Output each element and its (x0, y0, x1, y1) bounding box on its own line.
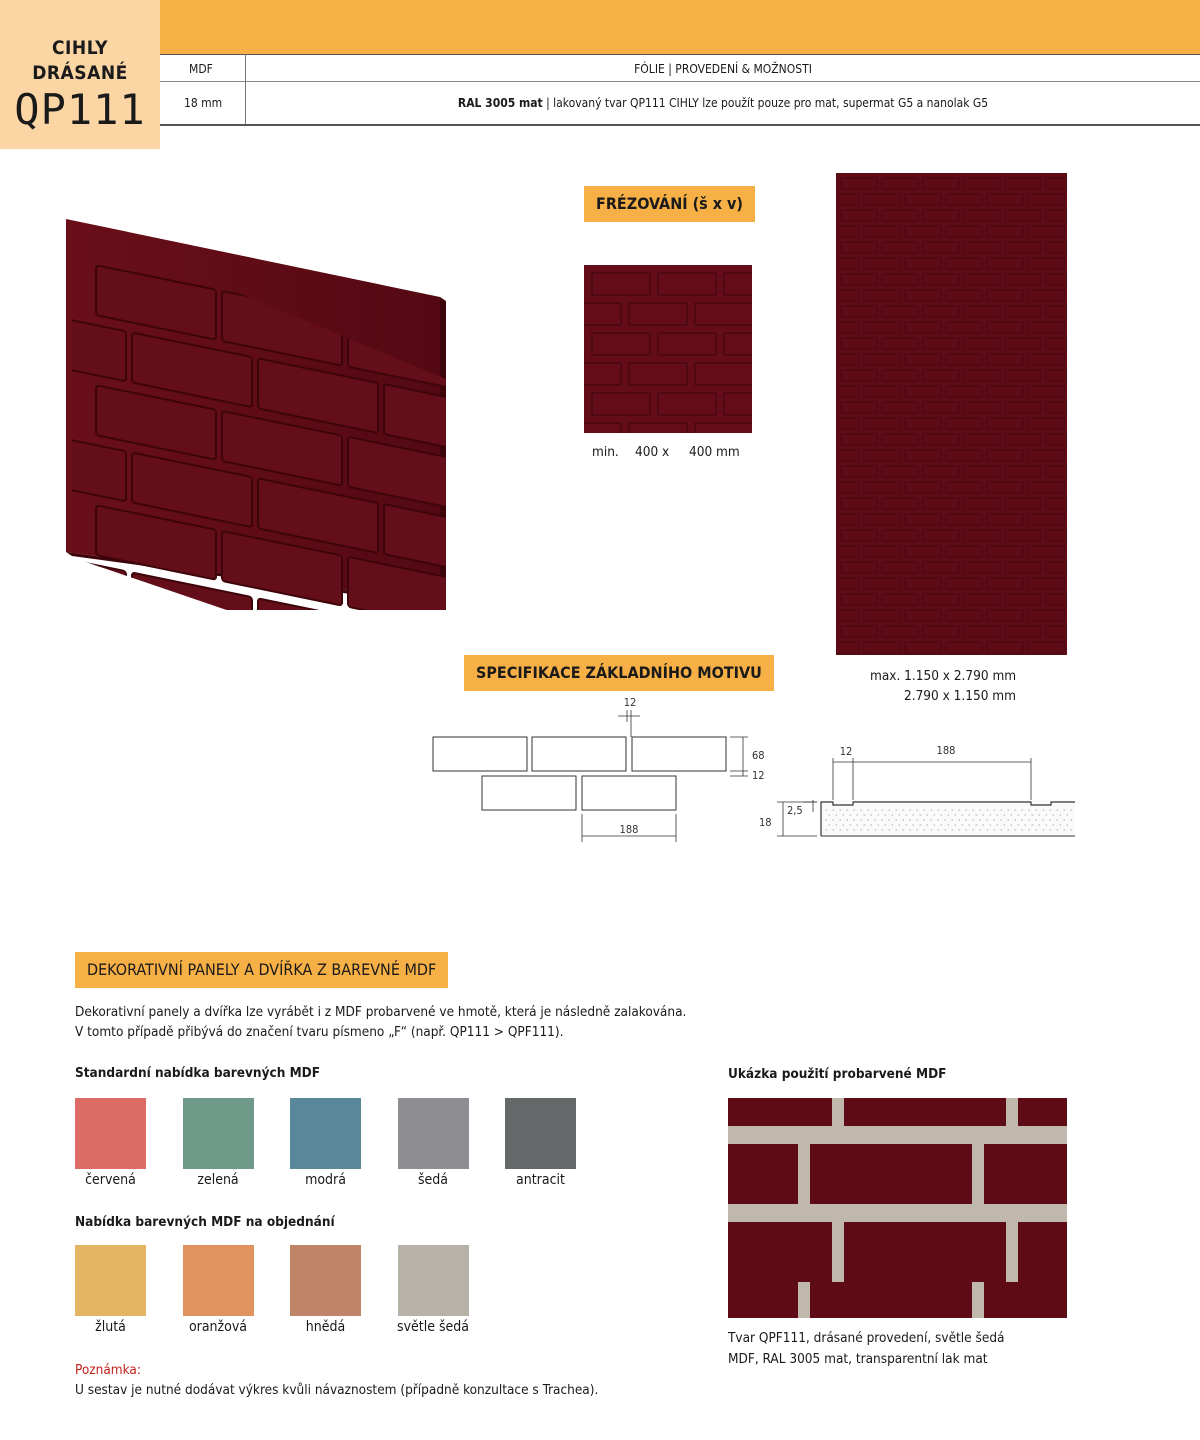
mdf-dot (882, 819, 883, 820)
color-swatch-label: červená (85, 1172, 136, 1188)
color-swatch-label: modrá (305, 1172, 346, 1188)
mdf-dot (847, 829, 848, 830)
mdf-dot (903, 829, 904, 830)
color-swatch-label: antracit (516, 1172, 565, 1188)
mdf-dot (1001, 819, 1002, 820)
milling-heading-text: FRÉZOVÁNÍ (š x v) (596, 194, 744, 213)
brick (1018, 1222, 1067, 1282)
mdf-dot (840, 809, 841, 810)
mdf-dot (931, 819, 932, 820)
mdf-dot (952, 809, 953, 810)
mdf-dot (955, 824, 956, 825)
mdf-dot (910, 809, 911, 810)
header-options: FÓLIE | PROVEDENÍ & MOŽNOSTI (634, 62, 812, 76)
colored-mdf-heading (75, 952, 448, 988)
max-size-sample (836, 173, 1067, 655)
mdf-dot (1008, 829, 1009, 830)
mdf-dot (871, 814, 872, 815)
mdf-dot (1015, 809, 1016, 810)
mdf-dot (833, 829, 834, 830)
mdf-dot (833, 809, 834, 810)
mdf-dot (924, 829, 925, 830)
mdf-dot (1071, 819, 1072, 820)
mdf-dot (1036, 819, 1037, 820)
drawing-brick (482, 776, 576, 810)
mdf-dot (1018, 824, 1019, 825)
mdf-dot (868, 819, 869, 820)
mdf-dot (966, 819, 967, 820)
mdf-dot (836, 814, 837, 815)
mdf-dot (934, 824, 935, 825)
mdf-dot (1050, 809, 1051, 810)
mdf-dot (854, 819, 855, 820)
mdf-dot (1029, 819, 1030, 820)
mdf-dot (927, 814, 928, 815)
mdf-dot (938, 829, 939, 830)
mdf-dot (857, 824, 858, 825)
color-swatch (75, 1098, 146, 1169)
mdf-dot (945, 829, 946, 830)
mdf-dot (850, 824, 851, 825)
mdf-dot (994, 809, 995, 810)
mdf-dot (938, 809, 939, 810)
motif-heading-text: SPECIFIKACE ZÁKLADNÍHO MOTIVU (476, 663, 762, 682)
mdf-dot (903, 809, 904, 810)
mdf-dot (892, 824, 893, 825)
mdf-dot (959, 809, 960, 810)
mdf-dot (1022, 819, 1023, 820)
mdf-dot (990, 824, 991, 825)
profile-drawing (755, 738, 1085, 843)
thickness-value: 18 mm (184, 96, 223, 110)
mdf-dot (948, 814, 949, 815)
mdf-dot (910, 819, 911, 820)
mdf-dot (959, 819, 960, 820)
mdf-dot (917, 829, 918, 830)
mdf-dot (826, 819, 827, 820)
mdf-dot (966, 829, 967, 830)
mdf-dot (987, 809, 988, 810)
mdf-dot (1032, 814, 1033, 815)
example-caption-2: MDF, RAL 3005 mat, transparentní lak mat (728, 1351, 988, 1367)
mdf-dot (1043, 829, 1044, 830)
mdf-dot (980, 819, 981, 820)
mdf-dot (861, 819, 862, 820)
mdf-dot (1032, 824, 1033, 825)
mdf-dot (952, 819, 953, 820)
mdf-dot (959, 829, 960, 830)
mdf-dot (1057, 819, 1058, 820)
mdf-dot (833, 819, 834, 820)
color-swatch (505, 1098, 576, 1169)
mdf-dot (875, 809, 876, 810)
mdf-dot (1064, 809, 1065, 810)
table-rule-top (160, 54, 1200, 55)
note-label: Poznámka: (75, 1362, 141, 1378)
mdf-dot (861, 809, 862, 810)
mdf-dot (1067, 824, 1068, 825)
standard-colors-heading: Standardní nabídka barevných MDF (75, 1065, 321, 1081)
mdf-dot (987, 819, 988, 820)
mdf-dot (1001, 809, 1002, 810)
brick (728, 1282, 798, 1318)
mdf-dot (952, 829, 953, 830)
mdf-dot (948, 824, 949, 825)
mdf-dot (864, 814, 865, 815)
mdf-dot (1071, 809, 1072, 810)
mdf-dot (1022, 809, 1023, 810)
product-code: QP111 (14, 85, 146, 134)
mdf-dot (1004, 814, 1005, 815)
mdf-dot (1036, 829, 1037, 830)
mdf-dot (1057, 829, 1058, 830)
mdf-dot (826, 829, 827, 830)
mdf-dot (1043, 809, 1044, 810)
mdf-dot (906, 814, 907, 815)
mdf-dot (829, 824, 830, 825)
options-rest: | lakovaný tvar QP111 CIHLY lze použít pouze pro mat, supermat G5 a nanolak G5 (542, 96, 989, 110)
drawing-brick (433, 737, 527, 771)
mdf-dot (920, 824, 921, 825)
mdf-dot (1008, 809, 1009, 810)
mdf-dot (990, 814, 991, 815)
colored-mdf-heading-text: DEKORATIVNÍ PANELY A DVÍŘKA Z BAREVNÉ MDF (87, 960, 437, 979)
color-swatch (398, 1245, 469, 1316)
mdf-dot (1029, 829, 1030, 830)
mdf-dot (829, 814, 830, 815)
mdf-dot (836, 824, 837, 825)
mdf-dot (1018, 814, 1019, 815)
mdf-dot (976, 814, 977, 815)
mdf-dot (969, 824, 970, 825)
min-height: 400 mm (689, 444, 740, 460)
mdf-dot (843, 814, 844, 815)
mdf-dot (896, 819, 897, 820)
mdf-dot (1064, 829, 1065, 830)
mdf-dot (941, 824, 942, 825)
brick (810, 1144, 972, 1204)
mdf-dot (1036, 809, 1037, 810)
mdf-dot (847, 809, 848, 810)
min-width: 400 x (635, 444, 670, 460)
mdf-dot (1011, 814, 1012, 815)
milling-heading (584, 186, 755, 222)
intro-paragraph-2: V tomto případě přibývá do značení tvaru písmeno „F“ (např. QP111 > QPF111). (75, 1024, 564, 1040)
header-band (160, 0, 1200, 54)
mdf-dot (980, 829, 981, 830)
table-rule-mid (160, 81, 1200, 82)
mdf-dot (1001, 829, 1002, 830)
mdf-dot (1046, 824, 1047, 825)
title-line-2: DRÁSANÉ (32, 62, 128, 84)
mdf-dot (878, 824, 879, 825)
dim-gap: 12 (623, 696, 637, 709)
mdf-dot (973, 829, 974, 830)
mdf-dot (917, 819, 918, 820)
mdf-dot (1043, 819, 1044, 820)
mdf-dot (1060, 824, 1061, 825)
brick (844, 1098, 1006, 1126)
mdf-dot (1067, 814, 1068, 815)
mdf-dot (854, 829, 855, 830)
mdf-dot (1022, 829, 1023, 830)
color-swatch (183, 1245, 254, 1316)
brick (984, 1144, 1067, 1204)
brick (1018, 1098, 1067, 1126)
mdf-dot (896, 829, 897, 830)
panel-3d-image (60, 215, 450, 610)
color-swatch-label: šedá (417, 1172, 449, 1188)
mdf-dot (976, 824, 977, 825)
mdf-dot (1025, 814, 1026, 815)
mdf-dot (896, 809, 897, 810)
mdf-dot (1071, 829, 1072, 830)
motif-heading (464, 655, 774, 691)
mdf-dot (1015, 819, 1016, 820)
order-colors-heading: Nabídka barevných MDF na objednání (75, 1214, 335, 1230)
title-block (0, 0, 160, 149)
mdf-dot (997, 814, 998, 815)
mdf-dot (997, 824, 998, 825)
brick (984, 1282, 1067, 1318)
header-material: MDF (189, 62, 213, 76)
mdf-dot (945, 819, 946, 820)
drawing-brick (582, 776, 676, 810)
dim-profile-gap: 12 (839, 745, 853, 758)
mdf-dot (903, 819, 904, 820)
note-text: U sestav je nutné dodávat výkres kvůli návaznostem (případně konzultace s Trachea). (75, 1382, 599, 1398)
mdf-dot (899, 814, 900, 815)
mdf-dot (1064, 819, 1065, 820)
mdf-dot (857, 814, 858, 815)
mdf-dot (934, 814, 935, 815)
mdf-dot (1025, 824, 1026, 825)
mdf-dot (1029, 809, 1030, 810)
mdf-dot (962, 824, 963, 825)
brick (728, 1144, 798, 1204)
mdf-dot (882, 809, 883, 810)
mdf-dot (885, 824, 886, 825)
mdf-dot (983, 824, 984, 825)
mdf-dot (840, 819, 841, 820)
max-line-2: 2.790 x 1.150 mm (904, 688, 1016, 704)
mdf-dot (994, 829, 995, 830)
mdf-dot (1015, 829, 1016, 830)
mdf-dot (910, 829, 911, 830)
mdf-dot (868, 829, 869, 830)
mdf-dot (871, 824, 872, 825)
mdf-dot (938, 819, 939, 820)
brick (844, 1222, 1006, 1282)
mdf-dot (1039, 814, 1040, 815)
mdf-dot (889, 829, 890, 830)
color-swatch-label: světle šedá (397, 1319, 469, 1335)
mdf-dot (980, 809, 981, 810)
mdf-dot (924, 819, 925, 820)
mdf-dot (868, 809, 869, 810)
mdf-dot (1011, 824, 1012, 825)
mdf-dot (861, 829, 862, 830)
max-line-1: max. 1.150 x 2.790 mm (870, 668, 1017, 684)
dim-joint: 12 (752, 769, 765, 782)
mdf-dot (945, 809, 946, 810)
mdf-dot (1053, 814, 1054, 815)
mdf-dot (892, 814, 893, 815)
drawing-brick (632, 737, 726, 771)
mdf-dot (875, 829, 876, 830)
example-heading: Ukázka použití probarvené MDF (728, 1066, 947, 1082)
mdf-dot (864, 824, 865, 825)
color-swatch (398, 1098, 469, 1169)
mdf-dot (889, 819, 890, 820)
mdf-dot (875, 819, 876, 820)
color-swatch-label: zelená (197, 1172, 239, 1188)
mdf-dot (931, 809, 932, 810)
mdf-dot (878, 814, 879, 815)
dim-depth: 2,5 (787, 804, 803, 817)
options-value (246, 96, 1200, 110)
mdf-dot (843, 824, 844, 825)
mdf-dot (973, 819, 974, 820)
dim-profile-width: 188 (936, 744, 956, 757)
mdf-dot (1060, 814, 1061, 815)
example-brick-image (728, 1098, 1067, 1318)
mdf-dot (973, 809, 974, 810)
color-swatch (290, 1098, 361, 1169)
mdf-dot (847, 819, 848, 820)
mdf-dot (962, 814, 963, 815)
mdf-dot (955, 814, 956, 815)
brick (810, 1282, 972, 1318)
title-line-1: CIHLY (51, 37, 108, 59)
dim-brick-width: 188 (619, 823, 639, 836)
mdf-dot (924, 809, 925, 810)
example-caption-1: Tvar QPF111, drásané provedení, světle šedá (728, 1330, 1005, 1346)
color-swatch-label: hnědá (305, 1319, 346, 1335)
mdf-dot (913, 824, 914, 825)
intro-paragraph-1: Dekorativní panely a dvířka lze vyrábět i z MDF probarvené ve hmotě, která je následně zalakována. (75, 1004, 687, 1020)
mdf-dot (987, 829, 988, 830)
mdf-dot (1046, 814, 1047, 815)
mdf-dot (994, 819, 995, 820)
mdf-dot (840, 829, 841, 830)
mdf-dot (906, 824, 907, 825)
mdf-dot (917, 809, 918, 810)
mdf-dot (913, 814, 914, 815)
mdf-dot (931, 829, 932, 830)
mdf-dot (826, 809, 827, 810)
mdf-dot (1050, 819, 1051, 820)
color-swatch-label: žlutá (95, 1319, 126, 1335)
mdf-dot (1008, 819, 1009, 820)
options-bold: RAL 3005 mat (457, 96, 543, 110)
min-label: min. (592, 444, 619, 460)
min-size-sample (584, 265, 752, 433)
mdf-dot (1004, 824, 1005, 825)
mdf-dot (966, 809, 967, 810)
mdf-dot (882, 829, 883, 830)
dim-brick-height: 68 (752, 749, 765, 762)
brick-pattern-drawing (420, 692, 780, 847)
mdf-dot (854, 809, 855, 810)
mdf-dot (889, 809, 890, 810)
color-swatch (290, 1245, 361, 1316)
mdf-dot (885, 814, 886, 815)
brick (728, 1098, 832, 1126)
mdf-dot (1053, 824, 1054, 825)
mdf-dot (1039, 824, 1040, 825)
drawing-brick (532, 737, 626, 771)
dim-thickness: 18 (759, 816, 772, 829)
table-rule-bottom (160, 124, 1200, 126)
mdf-dot (920, 814, 921, 815)
mdf-dot (941, 814, 942, 815)
mdf-dot (969, 814, 970, 815)
mdf-dot (927, 824, 928, 825)
color-swatch (183, 1098, 254, 1169)
brick (728, 1222, 832, 1282)
mdf-dot (1050, 829, 1051, 830)
spec-table (160, 54, 1200, 126)
mdf-dot (850, 814, 851, 815)
color-swatch-label: oranžová (188, 1319, 248, 1335)
mdf-dot (1057, 809, 1058, 810)
color-swatch (75, 1245, 146, 1316)
mdf-dot (983, 814, 984, 815)
mdf-dot (899, 824, 900, 825)
